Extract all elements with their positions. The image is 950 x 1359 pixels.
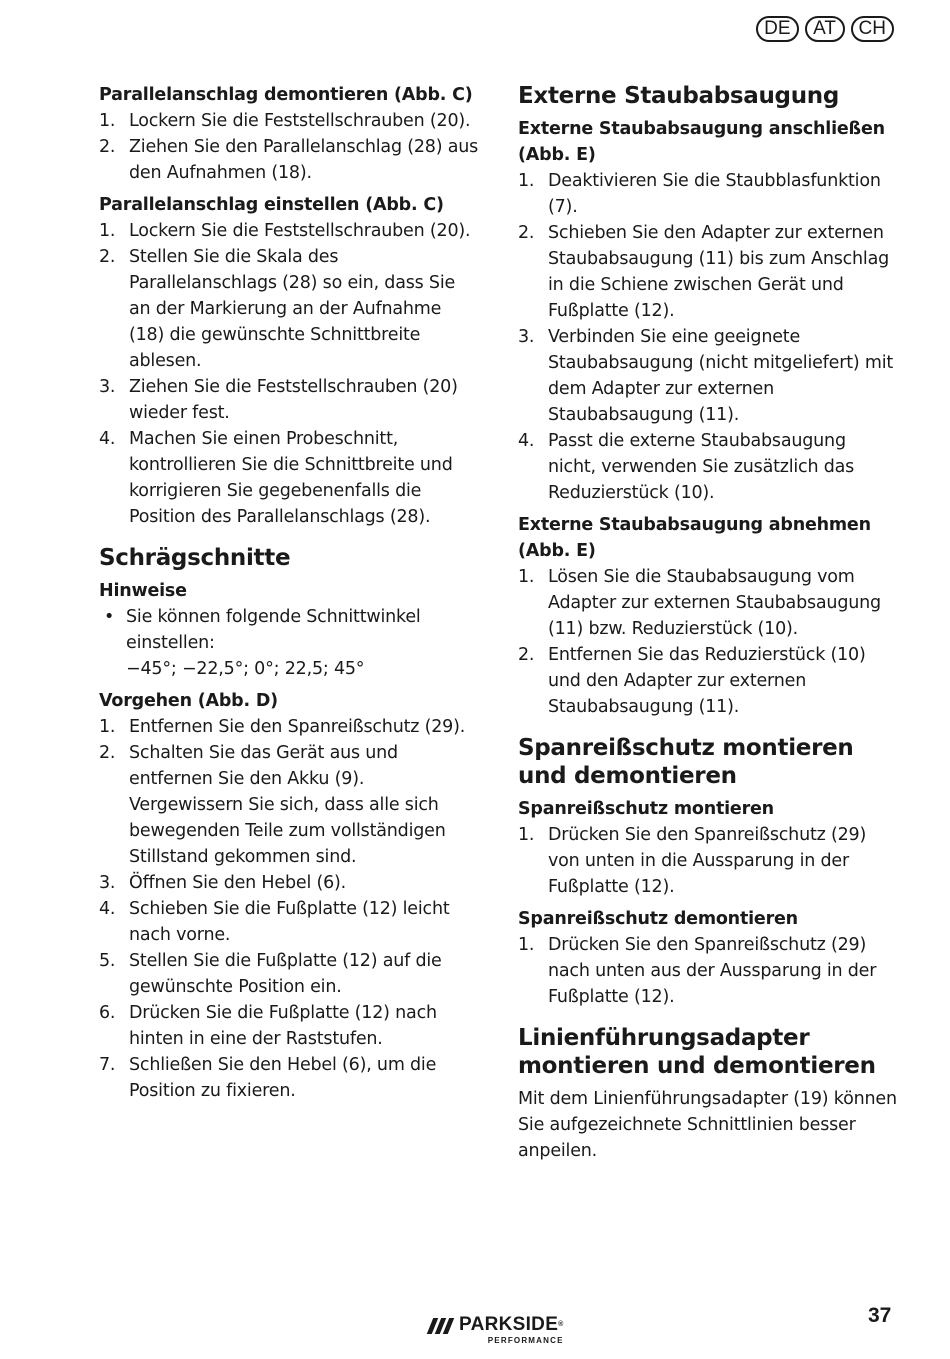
list-item bbox=[99, 108, 479, 134]
section-heading: Spanreißschutz montieren und demontieren bbox=[518, 735, 854, 789]
step-number: 1. bbox=[99, 221, 116, 241]
list-item bbox=[518, 220, 898, 324]
list-item bbox=[99, 948, 479, 1000]
list-item bbox=[99, 1000, 479, 1052]
left-column bbox=[99, 82, 479, 1114]
step-number: 4. bbox=[99, 899, 116, 919]
step-text: Verbinden Sie eine geeignete Staubabsaugung (nicht mitgeliefert) mit dem Adapter zur externen Staubabsaugung (11). bbox=[548, 327, 894, 425]
step-list bbox=[518, 168, 898, 506]
step-text: Schließen Sie den Hebel (6), um die Position zu fixieren. bbox=[129, 1055, 437, 1101]
note-text: Sie können folgende Schnittwinkel einstellen: bbox=[126, 607, 421, 653]
step-number: 1. bbox=[518, 567, 535, 587]
step-number: 2. bbox=[518, 645, 535, 665]
step-text: Entfernen Sie das Reduzierstück (10) und den Adapter zur externen Staubabsaugung (11). bbox=[548, 645, 866, 717]
step-text: Drücken Sie den Spanreißschutz (29) von unten in die Aussparung in der Fußplatte (12). bbox=[548, 825, 867, 897]
step-list bbox=[99, 108, 479, 186]
step-text: Öffnen Sie den Hebel (6). bbox=[129, 873, 347, 893]
subsection-splinter-mount bbox=[518, 796, 898, 900]
section-heading: Linienführungsadapter montieren und demontieren bbox=[518, 1025, 876, 1079]
list-item bbox=[99, 1052, 479, 1104]
list-item bbox=[518, 932, 898, 1010]
step-text: Stellen Sie die Fußplatte (12) auf die gewünschte Position ein. bbox=[129, 951, 442, 997]
subsection-heading: Spanreißschutz demontieren bbox=[518, 909, 798, 929]
subsection-heading: Parallelanschlag demontieren (Abb. C) bbox=[99, 85, 473, 105]
subsection-splinter-demount bbox=[518, 906, 898, 1010]
subsection-heading: Externe Staubabsaugung abnehmen (Abb. E) bbox=[518, 515, 871, 561]
step-text: Lockern Sie die Feststellschrauben (20). bbox=[129, 221, 471, 241]
step-text: Lösen Sie die Staubabsaugung vom Adapter zur externen Staubabsaugung (11) bzw. Reduzierstück (10). bbox=[548, 567, 881, 639]
list-item bbox=[99, 426, 479, 530]
step-text: Drücken Sie die Fußplatte (12) nach hinten in eine der Raststufen. bbox=[129, 1003, 437, 1049]
step-text: Drücken Sie den Spanreißschutz (29) nach unten aus der Aussparung in der Fußplatte (12). bbox=[548, 935, 877, 1007]
page-number: 37 bbox=[868, 1304, 892, 1327]
notes-list bbox=[99, 604, 479, 682]
subsection-dust-remove bbox=[518, 512, 898, 720]
section-heading: Externe Staubabsaugung bbox=[518, 83, 840, 109]
step-number: 5. bbox=[99, 951, 116, 971]
subsection-heading: Externe Staubabsaugung anschließen (Abb. E) bbox=[518, 119, 885, 165]
step-number: 2. bbox=[518, 223, 535, 243]
list-item bbox=[99, 374, 479, 426]
step-text: Stellen Sie die Skala des Parallelanschlags (28) so ein, dass Sie an der Markierung an der Aufnahme (18) die gewünschte Schnittbreite ablesen. bbox=[129, 247, 456, 371]
list-item bbox=[99, 218, 479, 244]
step-number: 2. bbox=[99, 743, 116, 763]
step-text: Entfernen Sie den Spanreißschutz (29). bbox=[129, 717, 466, 737]
section-heading: Schrägschnitte bbox=[99, 545, 291, 571]
step-number: 3. bbox=[99, 377, 116, 397]
step-text: Ziehen Sie den Parallelanschlag (28) aus den Aufnahmen (18). bbox=[129, 137, 479, 183]
list-item bbox=[99, 604, 479, 682]
section-bevel-cuts bbox=[99, 544, 479, 1104]
subsection-heading: Spanreißschutz montieren bbox=[518, 799, 774, 819]
section-splinter-guard bbox=[518, 734, 898, 1010]
brand-name: PARKSIDE® bbox=[459, 1314, 564, 1335]
paragraph: Mit dem Linienführungsadapter (19) können Sie aufgezeichnete Schnittlinien besser anpeilen. bbox=[518, 1089, 897, 1161]
bullet-icon: • bbox=[104, 607, 115, 627]
step-number: 1. bbox=[518, 935, 535, 955]
list-item bbox=[518, 428, 898, 506]
right-column bbox=[518, 82, 898, 1174]
step-list bbox=[99, 714, 479, 1104]
country-badge-de: DE bbox=[756, 16, 798, 42]
step-text: Machen Sie einen Probeschnitt, kontrollieren Sie die Schnittbreite und korrigieren Sie gegebenenfalls die Position des Parallelanschlags (28). bbox=[129, 429, 453, 527]
step-number: 3. bbox=[99, 873, 116, 893]
subsection-fence-adjust bbox=[99, 192, 479, 530]
step-text: Schalten Sie das Gerät aus und entfernen Sie den Akku (9). Vergewissern Sie sich, dass alle sich bewegenden Teile zum vollständigen Stillstand gekommen sind. bbox=[129, 743, 446, 867]
list-item bbox=[99, 870, 479, 896]
step-text: Lockern Sie die Feststellschrauben (20). bbox=[129, 111, 471, 131]
list-item bbox=[99, 244, 479, 374]
list-item bbox=[99, 740, 479, 870]
list-item bbox=[518, 564, 898, 642]
list-item bbox=[518, 168, 898, 220]
step-number: 4. bbox=[99, 429, 116, 449]
subsection-fence-remove bbox=[99, 82, 479, 186]
country-badge-ch: CH bbox=[851, 16, 894, 42]
list-item bbox=[518, 324, 898, 428]
country-badge-at: AT bbox=[805, 16, 845, 42]
step-number: 6. bbox=[99, 1003, 116, 1023]
step-text: Ziehen Sie die Feststellschrauben (20) wieder fest. bbox=[129, 377, 458, 423]
list-item bbox=[99, 714, 479, 740]
step-list bbox=[518, 822, 898, 900]
step-list bbox=[99, 218, 479, 530]
step-text: Schieben Sie den Adapter zur externen Staubabsaugung (11) bis zum Anschlag in die Schiene zwischen Gerät und Fußplatte (12). bbox=[548, 223, 890, 321]
step-text: Schieben Sie die Fußplatte (12) leicht nach vorne. bbox=[129, 899, 450, 945]
step-number: 4. bbox=[518, 431, 535, 451]
logo-stripes-icon bbox=[430, 1318, 451, 1334]
step-number: 2. bbox=[99, 247, 116, 267]
step-text: Passt die externe Staubabsaugung nicht, verwenden Sie zusätzlich das Reduzierstück (10). bbox=[548, 431, 855, 503]
step-text: Deaktivieren Sie die Staubblasfunktion (7). bbox=[548, 171, 881, 217]
step-number: 2. bbox=[99, 137, 116, 157]
parkside-logo bbox=[430, 1314, 564, 1345]
angle-values: −45°; −22,5°; 0°; 22,5; 45° bbox=[126, 659, 365, 679]
step-list bbox=[518, 932, 898, 1010]
subsection-heading: Hinweise bbox=[99, 581, 187, 601]
step-number: 1. bbox=[518, 825, 535, 845]
subsection-heading: Vorgehen (Abb. D) bbox=[99, 691, 278, 711]
list-item bbox=[99, 134, 479, 186]
step-number: 3. bbox=[518, 327, 535, 347]
brand-subline: PERFORMANCE bbox=[487, 1336, 564, 1345]
country-badges bbox=[756, 16, 894, 42]
step-number: 7. bbox=[99, 1055, 116, 1075]
step-list bbox=[518, 564, 898, 720]
section-external-dust-extraction bbox=[518, 82, 898, 720]
list-item bbox=[99, 896, 479, 948]
subsection-dust-connect bbox=[518, 116, 898, 506]
section-line-guide-adapter bbox=[518, 1024, 898, 1164]
step-number: 1. bbox=[518, 171, 535, 191]
list-item bbox=[518, 642, 898, 720]
step-number: 1. bbox=[99, 717, 116, 737]
step-number: 1. bbox=[99, 111, 116, 131]
subsection-heading: Parallelanschlag einstellen (Abb. C) bbox=[99, 195, 444, 215]
list-item bbox=[518, 822, 898, 900]
